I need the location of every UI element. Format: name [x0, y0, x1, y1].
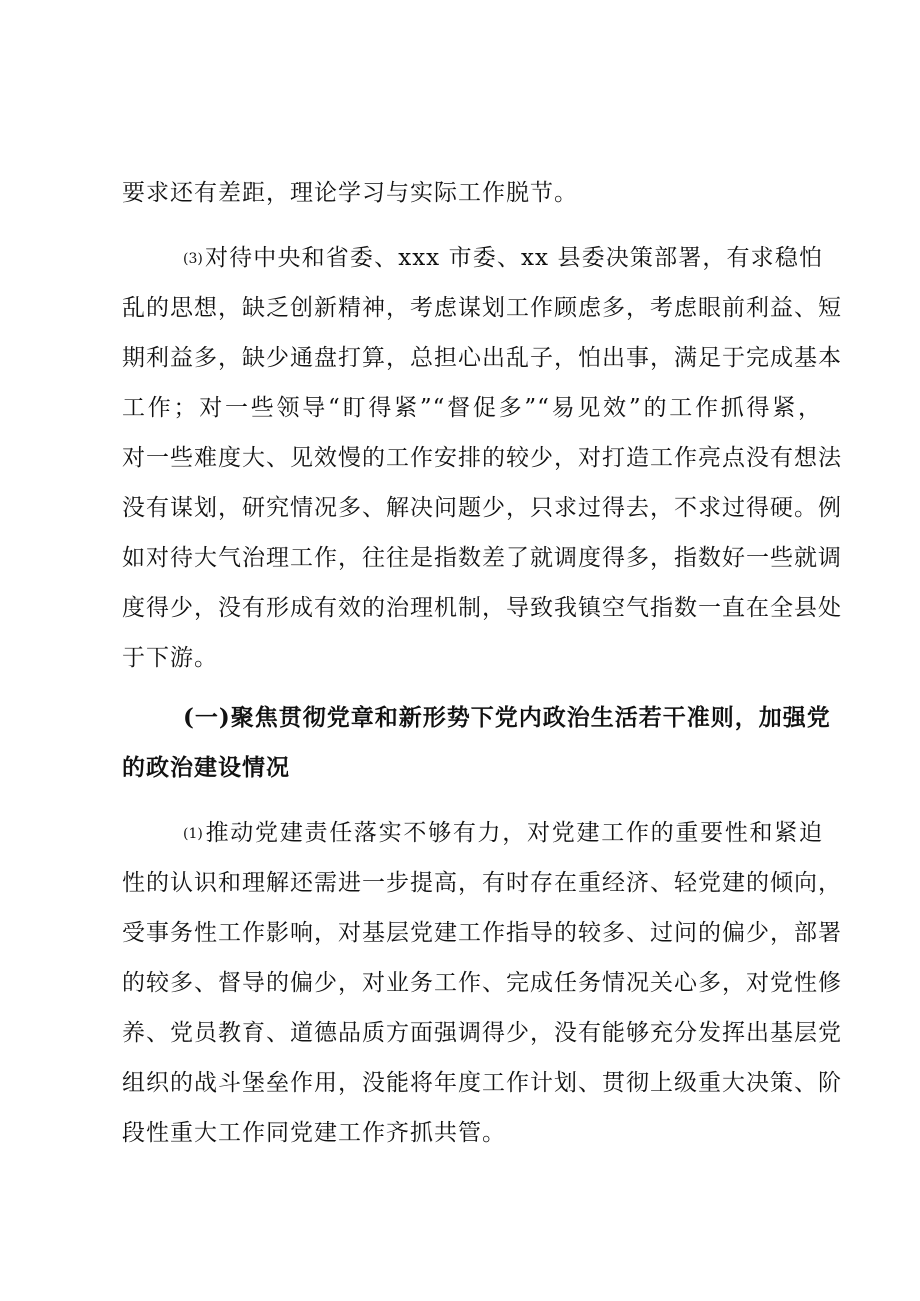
- text-line-content: 对待中央和省委、xxx 市委、xx 县委决策部署，有求稳怕: [204, 245, 823, 271]
- text-line: [183, 243, 823, 274]
- section-heading: 的政治建设情况: [122, 754, 290, 781]
- text-line-content: 推动党建责任落实不够有力，对党建工作的重要性和紧迫: [204, 820, 823, 846]
- text-line: [183, 818, 823, 849]
- text-line: 工作；对一些领导“盯得紧”“督促多”“易见效”的工作抓得紧，: [122, 395, 822, 421]
- text-line: 性的认识和理解还需进一步提高，有时存在重经济、轻党建的倾向，: [122, 870, 842, 896]
- list-marker: (3): [183, 251, 203, 267]
- text-line: 乱的思想，缺乏创新精神，考虑谋划工作顾虑多，考虑眼前利益、短: [122, 295, 842, 321]
- section-heading: (一)聚焦贯彻党章和新形势下党内政治生活若干准则，加强党: [183, 704, 831, 731]
- text-line: 受事务性工作影响，对基层党建工作指导的较多、过问的偏少，部署: [122, 920, 842, 946]
- text-line: 组织的战斗堡垒作用，没能将年度工作计划、贯彻上级重大决策、阶: [122, 1070, 842, 1096]
- text-line: 如对待大气治理工作，往往是指数差了就调度得多，指数好一些就调: [122, 545, 842, 571]
- text-line: 养、党员教育、道德品质方面强调得少，没有能够充分发挥出基层党: [122, 1020, 842, 1046]
- text-line: 期利益多，缺少通盘打算，总担心出乱子，怕出事，满足于完成基本: [122, 345, 842, 371]
- text-line: 于下游。: [122, 645, 218, 671]
- text-line: 要求还有差距，理论学习与实际工作脱节。: [122, 180, 578, 206]
- text-line: 没有谋划，研究情况多、解决问题少，只求过得去，不求过得硬。例: [122, 495, 842, 521]
- text-line: 度得少，没有形成有效的治理机制，导致我镇空气指数一直在全县处: [122, 595, 842, 621]
- text-line: 段性重大工作同党建工作齐抓共管。: [122, 1120, 506, 1146]
- list-marker: (1): [183, 826, 203, 842]
- text-line: 对一些难度大、见效慢的工作安排的较少，对打造工作亮点没有想法: [122, 445, 842, 471]
- text-line: 的较多、督导的偏少，对业务工作、完成任务情况关心多，对党性修: [122, 970, 842, 996]
